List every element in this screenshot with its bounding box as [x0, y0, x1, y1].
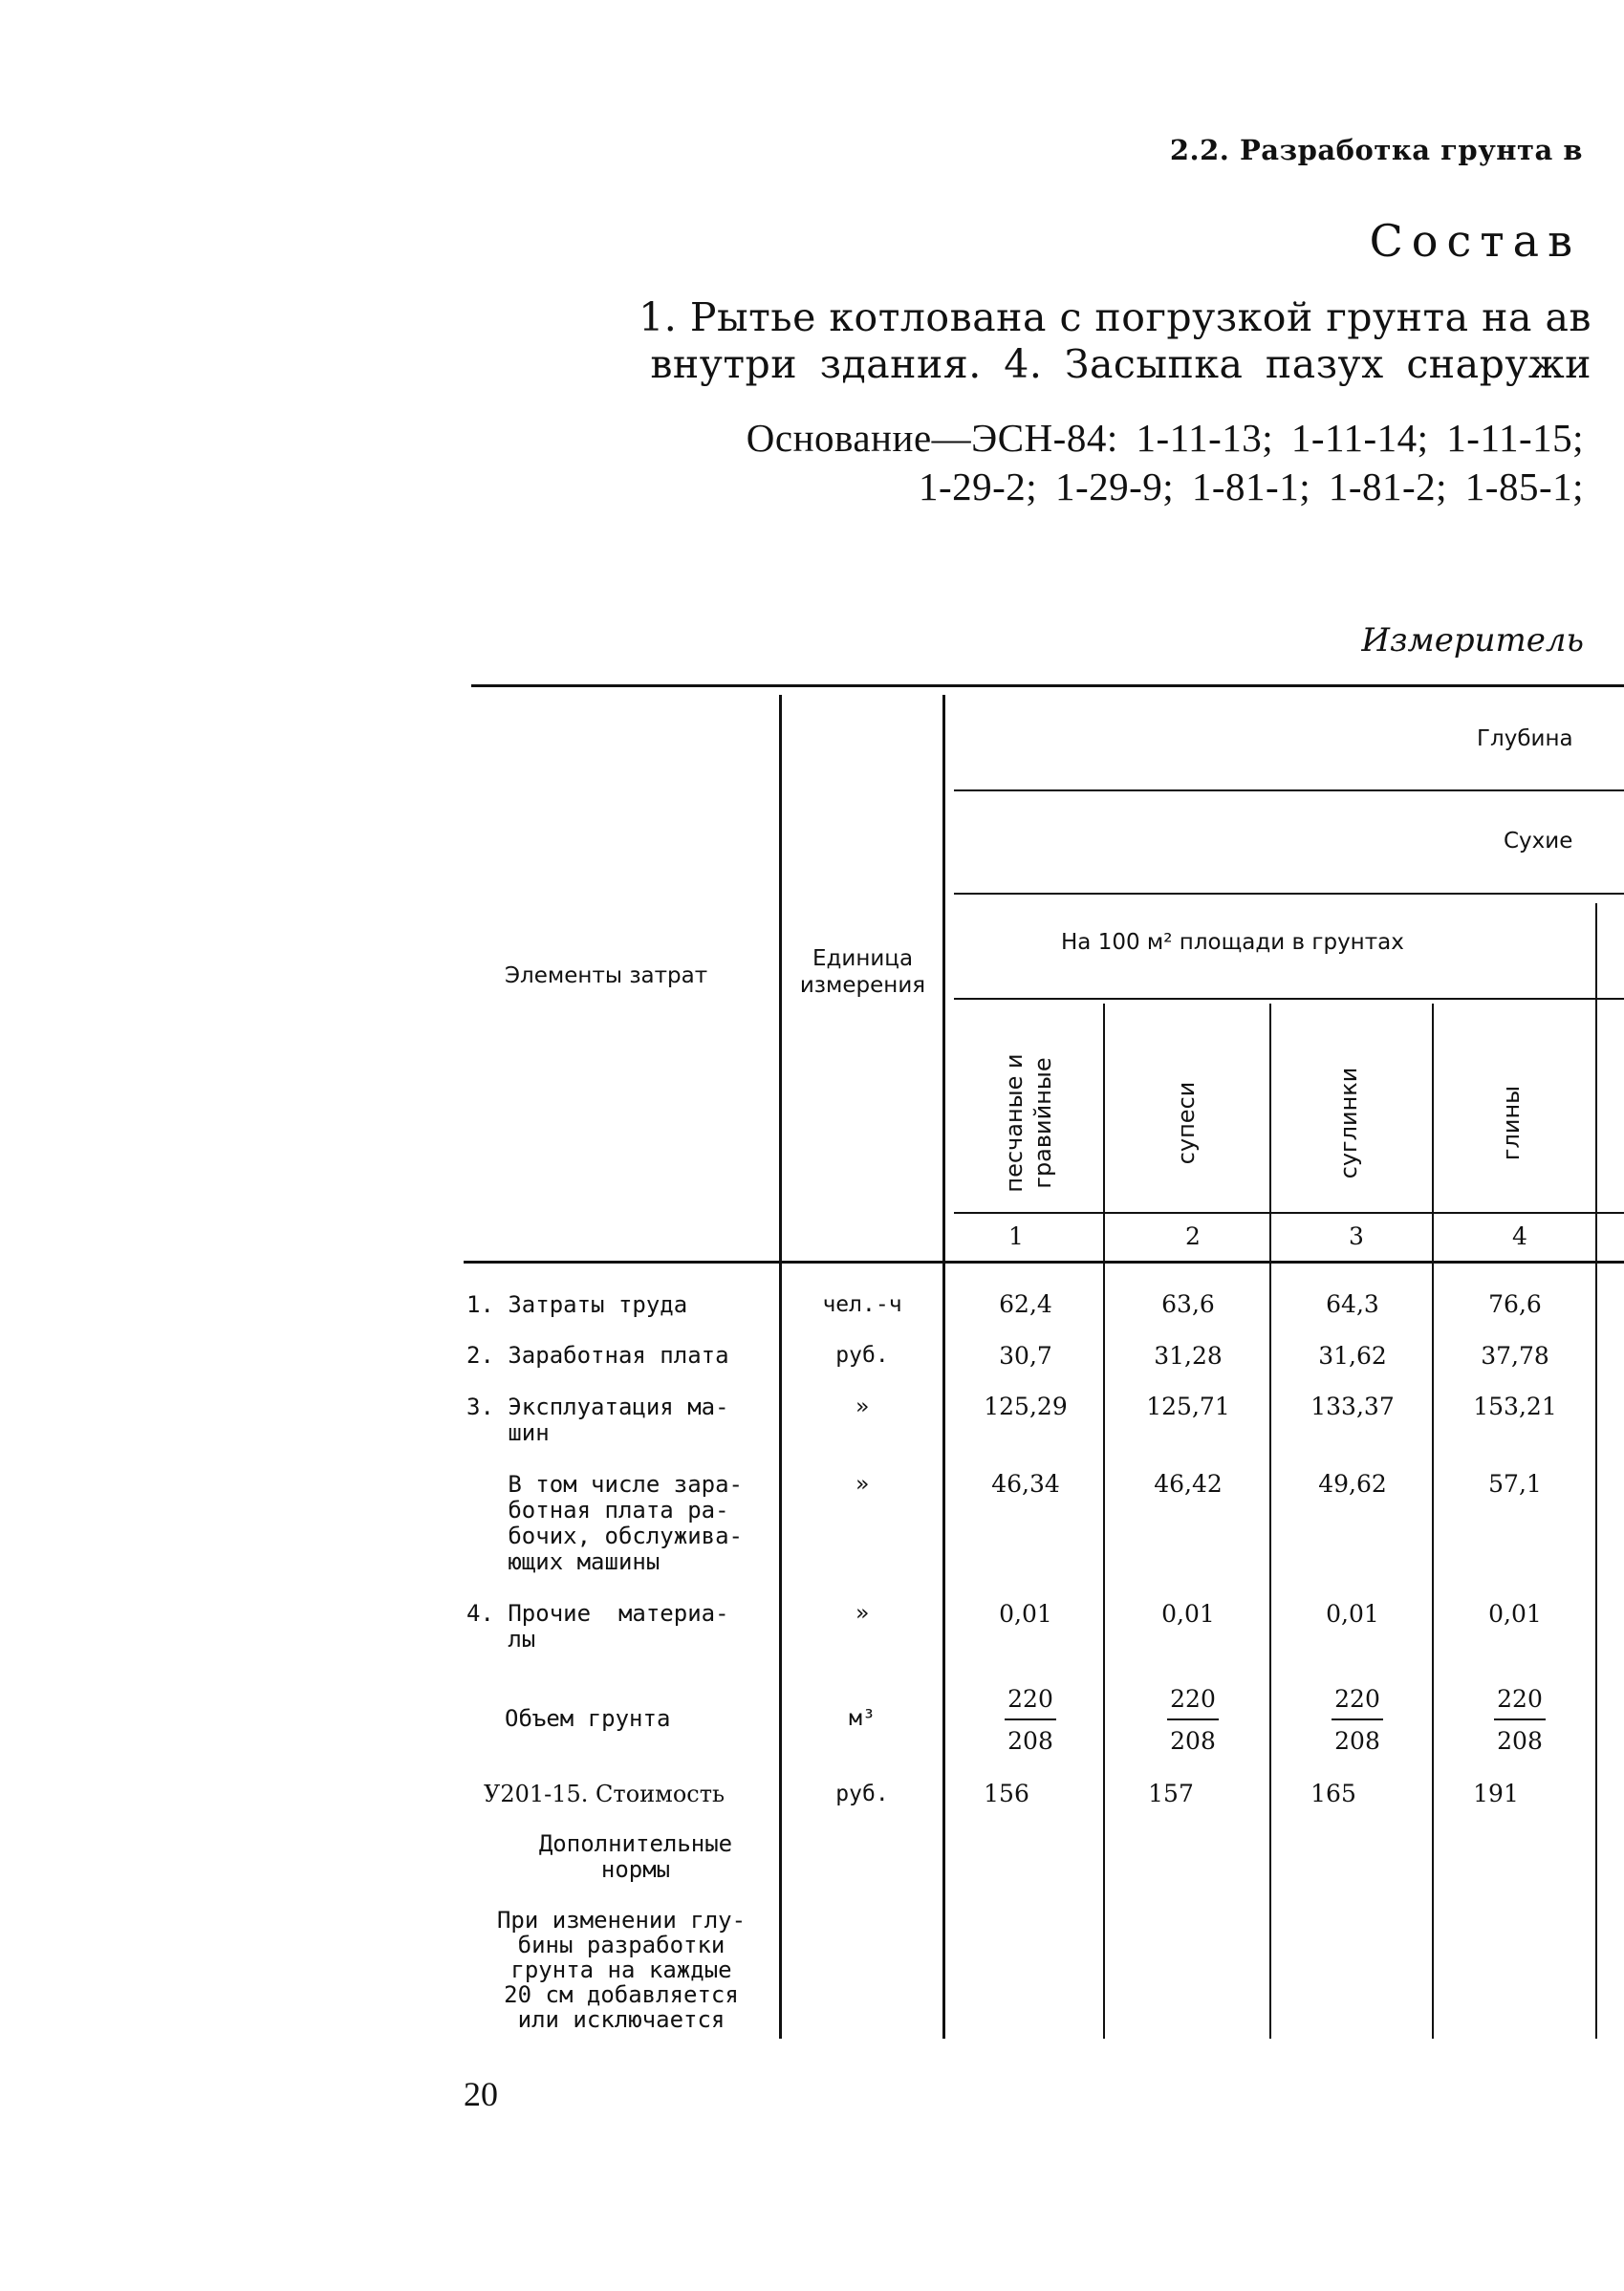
row-labor-value-1: 62,4	[999, 1290, 1052, 1318]
header-elements: Элементы затрат	[505, 963, 708, 988]
header-depth: Глубина	[1477, 726, 1573, 751]
column-number-1: 1	[1008, 1222, 1024, 1250]
row-labor-value-4: 76,6	[1488, 1290, 1542, 1318]
measurer-label: Измеритель	[1361, 621, 1584, 659]
column-divider-3	[1432, 1004, 1434, 2039]
row-operator-wages-value-4: 57,1	[1488, 1470, 1542, 1498]
row-cost-value-3: 165	[1310, 1780, 1356, 1807]
row-volume-value-3: 220 208	[1276, 1678, 1439, 1762]
row-wages-value-4: 37,78	[1481, 1342, 1549, 1370]
row-labor-unit: чел.-ч	[822, 1292, 902, 1317]
page-number: 20	[464, 2075, 498, 2113]
row-operator-wages-value-1: 46,34	[991, 1470, 1060, 1498]
column-number-3: 3	[1349, 1222, 1364, 1250]
header-unit-line-1: Единица	[812, 946, 914, 971]
composition-line-1: 1. Рытье котлована с погрузкой грунта на ав	[639, 294, 1592, 340]
row-cost-unit: руб.	[835, 1782, 889, 1806]
column-number-4: 4	[1512, 1222, 1527, 1250]
composition-heading: Состав	[1369, 215, 1581, 267]
row-materials-value-4: 0,01	[1488, 1600, 1542, 1628]
row-volume-label: Объем грунта	[505, 1705, 671, 1732]
row-materials-value-1: 0,01	[999, 1600, 1052, 1628]
row-machines-value-3: 133,37	[1310, 1393, 1395, 1420]
header-rule-area	[954, 998, 1624, 1000]
row-machines-value-1: 125,29	[984, 1393, 1068, 1420]
row-labor-label: 1. Затраты труда	[466, 1291, 688, 1318]
row-cost-value-2: 157	[1148, 1780, 1194, 1807]
row-labor-value-3: 64,3	[1326, 1290, 1379, 1318]
column-divider-2	[1269, 1004, 1271, 2039]
row-machines-label: 3. Эксплуатация ма- шин	[466, 1394, 729, 1446]
row-cost-value-4: 191	[1473, 1780, 1519, 1807]
row-machines-unit: »	[855, 1394, 869, 1419]
row-wages-value-3: 31,62	[1318, 1342, 1387, 1370]
header-bottom-rule	[464, 1261, 1624, 1264]
additional-norms-heading: Дополнительные нормы	[538, 1830, 733, 1883]
row-wages-label: 2. Заработная плата	[466, 1342, 729, 1369]
row-labor-value-2: 63,6	[1161, 1290, 1215, 1318]
row-wages-value-2: 31,28	[1154, 1342, 1223, 1370]
soil-header-loam: суглинки	[1335, 1067, 1362, 1179]
header-rule-dry	[954, 893, 1624, 895]
row-machines-value-4: 153,21	[1473, 1393, 1557, 1420]
header-per-area: На 100 м² площади в грунтах	[1061, 930, 1404, 955]
row-wages-unit: руб.	[835, 1343, 889, 1368]
row-wages-value-1: 30,7	[999, 1342, 1052, 1370]
basis-line-1: Основание—ЭСН-84: 1-11-13; 1-11-14; 1-11-15;	[746, 416, 1584, 460]
soil-header-sand: песчаные и гравийные	[1001, 1053, 1056, 1193]
basis-line-2: 1-29-2; 1-29-9; 1-81-1; 1-81-2; 1-85-1;	[919, 465, 1584, 508]
row-volume-value-2: 220 208	[1112, 1678, 1274, 1762]
row-operator-wages-label: В том числе зара- ботная плата ра- бочих, обслужива- ющих машины	[508, 1471, 743, 1575]
column-number-2: 2	[1185, 1222, 1201, 1250]
row-cost-value-1: 156	[984, 1780, 1029, 1807]
row-operator-wages-value-3: 49,62	[1318, 1470, 1387, 1498]
row-machines-value-2: 125,71	[1146, 1393, 1230, 1420]
row-volume-value-1: 220 208	[949, 1678, 1112, 1762]
row-operator-wages-value-2: 46,42	[1154, 1470, 1223, 1498]
depth-change-note: При изменении глу- бины разработки грунта на каждые 20 см добавляется или исключается	[496, 1907, 747, 2033]
row-materials-value-2: 0,01	[1161, 1600, 1215, 1628]
column-divider-elements	[779, 695, 782, 2039]
row-materials-unit: »	[855, 1601, 869, 1626]
table-top-rule	[471, 684, 1624, 687]
header-rule-depth	[954, 789, 1624, 791]
soil-header-clay: глины	[1498, 1085, 1525, 1161]
row-volume-unit: м³	[849, 1706, 876, 1731]
row-operator-wages-unit: »	[855, 1472, 869, 1497]
header-rule-numbers	[954, 1212, 1624, 1214]
header-dry: Сухие	[1504, 829, 1573, 854]
row-materials-label: 4. Прочие материа- лы	[466, 1600, 729, 1653]
soil-header-sandy-loam: супеси	[1173, 1081, 1200, 1165]
column-divider-1	[1103, 1004, 1105, 2039]
row-volume-value-4: 220 208	[1439, 1678, 1601, 1762]
row-materials-value-3: 0,01	[1326, 1600, 1379, 1628]
header-unit-line-2: измерения	[799, 973, 926, 998]
row-cost-label: У201-15. Стоимость	[484, 1781, 725, 1807]
section-title: 2.2. Разработка грунта в	[1169, 134, 1583, 166]
composition-line-2: внутри здания. 4. Засыпка пазух снаружи	[650, 341, 1592, 387]
